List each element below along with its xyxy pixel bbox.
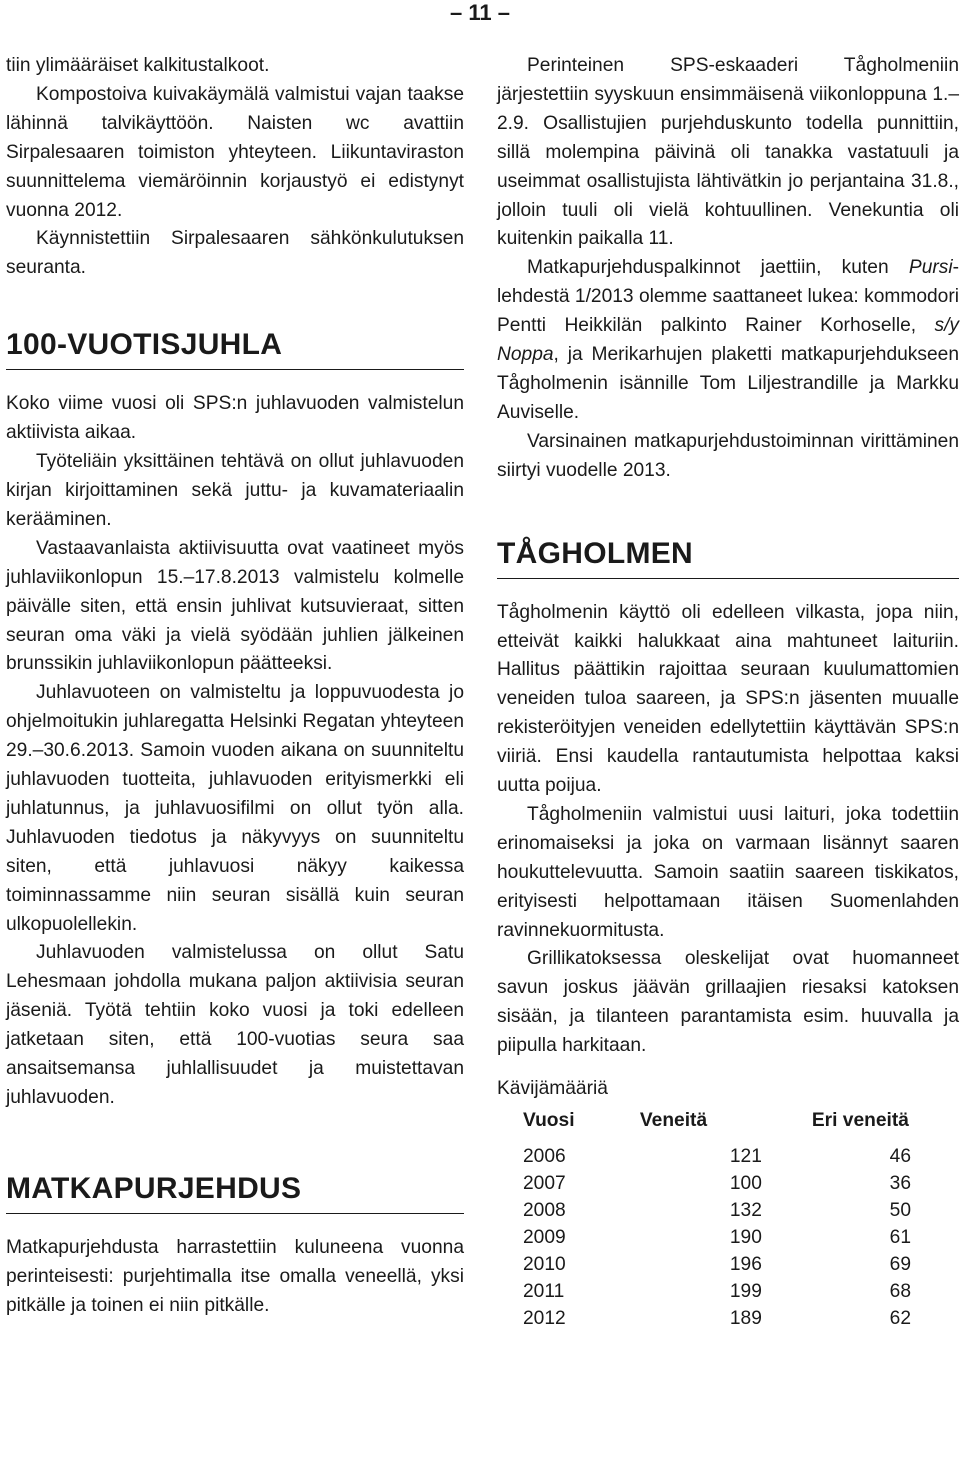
table-cell: 132 bbox=[729, 1200, 762, 1222]
table-row bbox=[523, 1224, 959, 1251]
body-paragraph: Matkapurjehdusta harrastettiin kuluneena vuonna perinteisesti: purjehtimalla itse omalla veneellä, yksi pitkälle ja toinen ei niin pitkälle. bbox=[6, 1236, 464, 1316]
table-cell: 61 bbox=[889, 1227, 911, 1249]
body-paragraph: Juhlavuoden valmistelussa on ollut Satu Lehesmaan johdolla mukana paljon aktiivisia seuran jäseniä. Työtä tehtiin koko vuosi ja toki edelleen jatketaan siten, että 100-vuotias seura saa ansaitsemansa juhlallisuudet ja muistettavan juhlavuoden. bbox=[6, 942, 464, 1108]
body-paragraph bbox=[497, 254, 959, 427]
table-cell: 36 bbox=[889, 1173, 911, 1195]
table-cell: 69 bbox=[889, 1254, 911, 1276]
table-cell: 2010 bbox=[523, 1254, 566, 1276]
section-heading-matkapurjehdus: MATKAPURJEHDUS bbox=[6, 1171, 302, 1205]
table-cell: 2007 bbox=[523, 1173, 566, 1195]
table-cell: 68 bbox=[889, 1281, 911, 1303]
text-run: Matkapurjehduspalkinnot jaettiin, kuten bbox=[527, 257, 909, 279]
column-header: Eri veneitä bbox=[811, 1110, 909, 1132]
table-caption: Kävijämääriä bbox=[497, 1078, 608, 1100]
table-row bbox=[523, 1251, 959, 1278]
table-cell: 2008 bbox=[523, 1200, 566, 1222]
table-cell: 121 bbox=[729, 1146, 762, 1168]
table-cell: 2006 bbox=[523, 1146, 566, 1168]
table-row bbox=[523, 1137, 959, 1170]
intro-paragraph: Kompostoiva kuivakäymälä valmistui vajan taakse lähinnä talvikäyttöön. Naisten wc avattiin Sirpalesaaren toimiston yhteyteen. Liikuntaviraston suunnittelema viemäröinnin korjaustyö ei edistynyt vuonna 2012. bbox=[6, 83, 464, 221]
table-cell: 190 bbox=[729, 1227, 762, 1249]
table-cell: 2009 bbox=[523, 1227, 566, 1249]
table-row bbox=[523, 1197, 959, 1224]
text-run: -lehdestä 1/2013 olemme saattaneet lukea: kommodori Pentti Heikkilän palkinto Rainer Korhoselle, bbox=[497, 257, 959, 337]
table-cell: 62 bbox=[889, 1308, 911, 1330]
visitor-table bbox=[523, 1105, 959, 1332]
table-row bbox=[523, 1305, 959, 1332]
body-paragraph: Tågholmenin käyttö oli edelleen vilkasta, jopa niin, etteivät kaikki halukkaat aina mahtuneet laituriin. Hallitus päättikin rajoittaa seuraan kuulumattomien veneiden tuloa saareen, ja SPS:n jäsenten muualle rekisteröityjen veneiden edellytettiin käyttävän SPS:n viiriä. Ensi kaudella rantautumista helpottaa kaksi uutta poijua. bbox=[497, 601, 959, 797]
table-cell: 2011 bbox=[523, 1281, 565, 1303]
table-row bbox=[523, 1170, 959, 1197]
right-column bbox=[497, 52, 959, 1332]
intro-paragraph: tiin ylimääräiset kalkitustalkoot. bbox=[6, 55, 270, 76]
body-paragraph: Grillikatoksessa oleskelijat ovat huomanneet savun joskus jäävän grillaajien riesaksi katoksen sisään, ja tilanteen parantamista esim. huuvalla ja piipulla harkitaan. bbox=[497, 948, 959, 1057]
column-header: Vuosi bbox=[523, 1110, 575, 1132]
text-run: , ja Merikarhujen plaketti matkapurjehdukseen Tågholmenin isännille Tom Liljestrandille ja Markku Auviselle. bbox=[497, 344, 959, 423]
body-paragraph: Juhlavuoteen on valmisteltu ja loppuvuodesta jo ohjelmoitukin juhlaregatta Helsinki Regatan yhteyteen 29.–30.6.2013. Samoin vuoden aikana on suunniteltu juhlavuoden tuotteita, juhlavuoden erityismerkki eli juhlatunnus, ja juhlavuosifilmi on ollut työn alla. Juhlavuoden tiedotus ja näkyvyys on suunniteltu siten, että juhlavuosi näkyy kaikessa toiminnassamme niin seuran sisällä kuin seuran ulkopuolellekin. bbox=[6, 682, 464, 935]
body-paragraph: Työteliäin yksittäinen tehtävä on ollut juhlavuoden kirjan kirjoittaminen sekä juttu- ja kuvamateriaalin kerääminen. bbox=[6, 451, 464, 530]
intro-paragraph: Käynnistettiin Sirpalesaaren sähkönkulutuksen seuranta. bbox=[6, 228, 464, 279]
body-paragraph: Vastaavanlaista aktiivisuutta ovat vaatineet myös juhlaviikonlopun 15.–17.8.2013 valmistelu kolmelle päivälle siten, että ensin juhlivat kutsuvieraat, sitten seuran oma väki ja vielä syödään juhlien jälkeinen brunssikin juhlaviikonlopun päätteeksi. bbox=[6, 537, 464, 675]
heading-rule bbox=[497, 578, 959, 579]
heading-rule bbox=[6, 369, 464, 370]
table-row bbox=[523, 1278, 959, 1305]
left-column bbox=[6, 52, 464, 1321]
table-cell: 46 bbox=[889, 1146, 911, 1168]
table-header-row bbox=[523, 1105, 959, 1137]
boat-name: s/y Noppa bbox=[497, 315, 959, 366]
table-cell: 196 bbox=[729, 1254, 762, 1276]
body-paragraph: Koko viime vuosi oli SPS:n juhlavuoden valmistelun aktiivista aikaa. bbox=[6, 393, 464, 444]
table-cell: 100 bbox=[729, 1173, 762, 1195]
body-paragraph: Varsinainen matkapurjehdustoiminnan virittäminen siirtyi vuodelle 2013. bbox=[497, 430, 959, 481]
body-paragraph: Perinteinen SPS-eskaaderi Tågholmeniin järjestettiin syyskuun ensimmäisenä viikonloppuna 1.–2.9. Osallistujien purjehduskunto todella punnittiin, sillä molempina päivinä oli tanakka vastatuuli ja useimmat osallistujista lähtivätkin jo perjantaina 31.8., jolloin tuuli oli vielä kohtuullinen. Venekuntia oli kuitenkin paikalla 11. bbox=[497, 55, 959, 250]
column-header: Veneitä bbox=[639, 1110, 708, 1132]
heading-rule bbox=[6, 1213, 464, 1214]
section-heading-tagholmen: TÅGHOLMEN bbox=[497, 536, 694, 570]
magazine-name: Pursi bbox=[908, 257, 953, 279]
body-paragraph: Tågholmeniin valmistui uusi laituri, joka todettiin erinomaiseksi ja joka on varmaan lisännyt saaren houkuttelevuutta. Samoin saatiin saareen tiskikatos, erityisesti helpottamaan itäisen Suomenlahden ravinnekuormitusta. bbox=[497, 803, 959, 941]
section-heading-100-vuotisjuhla: 100-VUOTISJUHLA bbox=[6, 328, 283, 362]
table-cell: 199 bbox=[729, 1281, 762, 1303]
table-cell: 189 bbox=[729, 1308, 762, 1330]
table-cell: 50 bbox=[889, 1200, 911, 1222]
page-number: – 11 – bbox=[450, 0, 510, 25]
table-cell: 2012 bbox=[523, 1308, 566, 1330]
